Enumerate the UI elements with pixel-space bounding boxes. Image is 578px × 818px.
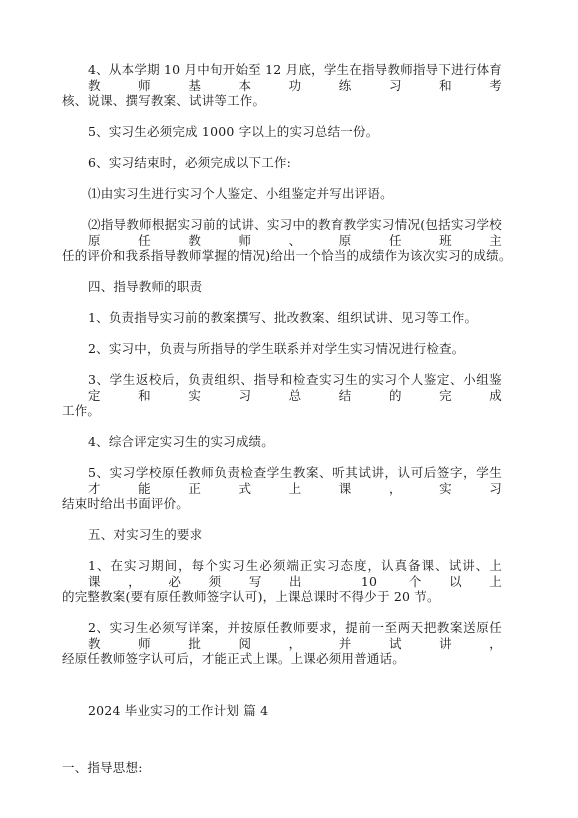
- paragraph-line: 1、负责指导实习前的教案撰写、批改教案、组织试讲、见习等工作。: [88, 310, 478, 325]
- paragraph-line: 任的评价和我系指导教师掌握的情况)给出一个恰当的成绩作为该次实习的成绩。: [62, 248, 512, 263]
- paragraph-line: 核、说课、撰写教案、试讲等工作。: [62, 93, 266, 108]
- paragraph-line: ⑴由实习生进行实习个人鉴定、小组鉴定并写出评语。: [88, 186, 393, 201]
- section-heading: 五、对实习生的要求: [88, 527, 203, 542]
- paragraph-line: ⑵指导教师根据实习前的试讲、实习中的教育教学实习情况(包括实习学校原任教师、原任班主: [88, 217, 502, 248]
- paragraph-line: 工作。: [62, 403, 101, 418]
- paragraph-line: 的完整教案(要有原任教师签字认可)，上课总课时不得少于 20 节。: [62, 589, 440, 604]
- paragraph-line: 经原任教师签字认可后，才能正式上课。上课必须用普通话。: [62, 651, 405, 666]
- section-heading: 一、指导思想:: [62, 760, 143, 775]
- paragraph-line: 5、实习生必须完成 1000 字以上的实习总结一份。: [88, 124, 379, 139]
- paragraph-line: 4、从本学期 10 月中旬开始至 12 月底，学生在指导教师指导下进行体育教师基本功练习和考: [88, 62, 502, 93]
- paragraph-line: 1、在实习期间，每个实习生必须端正实习态度，认真备课、试讲、上课，必须写出 10 个以上: [88, 558, 502, 589]
- paragraph-line: 6、实习结束时，必须完成以下工作:: [88, 155, 292, 170]
- paragraph-line: 2、实习中，负责与所指导的学生联系并对学生实习情况进行检查。: [88, 341, 465, 356]
- paragraph-line: 4、综合评定实习生的实习成绩。: [88, 434, 274, 449]
- paragraph-line: 3、学生返校后，负责组织、指导和检查实习生的实习个人鉴定、小组鉴定和实习总结的完成: [88, 372, 502, 403]
- paragraph-line: 结束时给出书面评价。: [62, 496, 190, 511]
- section-heading: 四、指导教师的职责: [88, 279, 203, 294]
- paragraph-line: 5、实习学校原任教师负责检查学生教案、听其试讲，认可后签字，学生才能正式上课，实习: [88, 465, 502, 496]
- paragraph-line: 2、实习生必须写详案，并按原任教师要求，提前一至两天把教案送原任教师批阅，并试讲，: [88, 620, 502, 651]
- article-title: 2024 毕业实习的工作计划 篇 4: [88, 703, 269, 718]
